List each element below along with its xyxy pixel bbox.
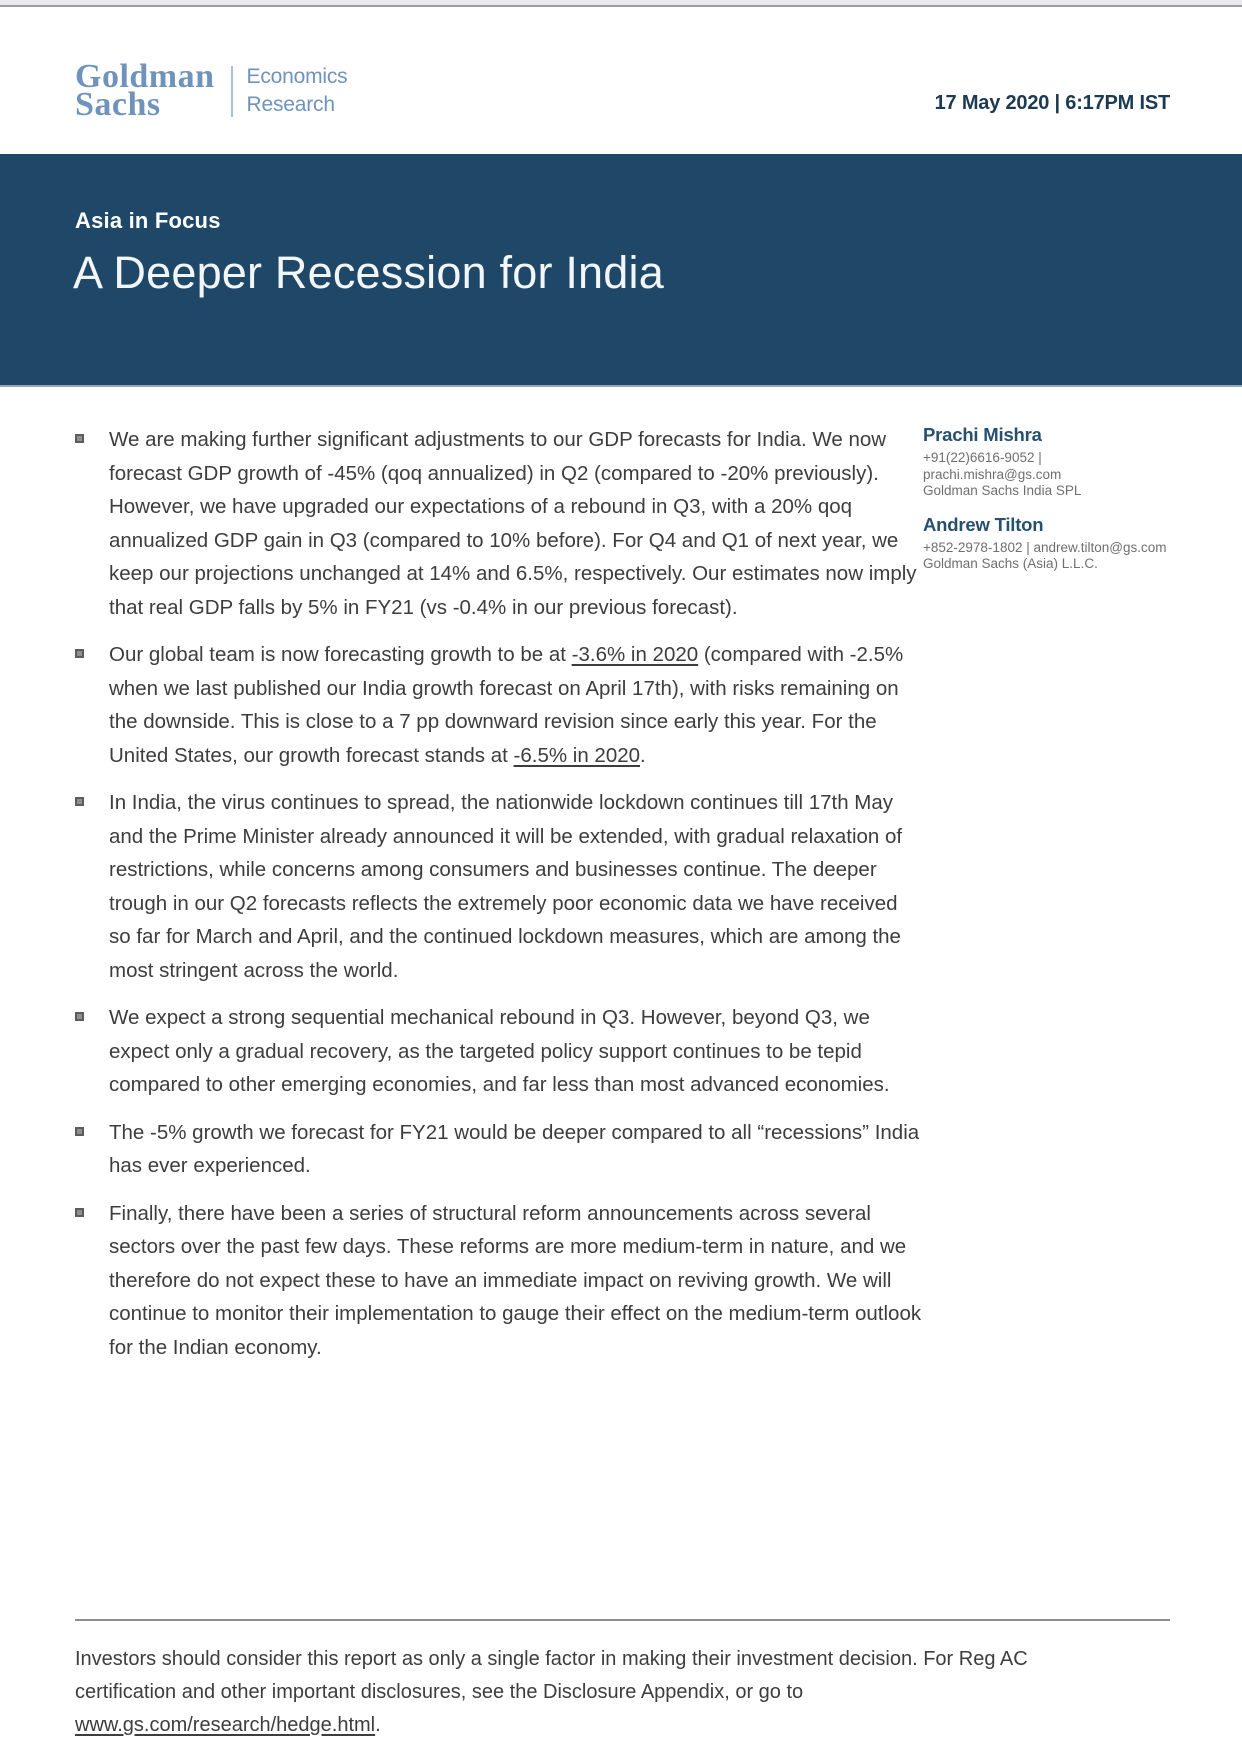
logo-wordmark — [75, 58, 215, 124]
disclosure-text — [75, 1643, 1060, 1742]
bullet-text — [109, 638, 923, 772]
bullet-text — [109, 1197, 923, 1365]
logo-line-sachs: Sachs — [75, 86, 161, 124]
author-phone: +91(22)6616-9052 | — [923, 450, 1042, 465]
author-phone-email: +852-2978-1802 | andrew.tilton@gs.com — [923, 539, 1167, 555]
bullet-text-run: We are making further significant adjustments to our GDP forecasts for India. We now forecast GDP growth of -45% (qoq annualized) in Q2 (compared to -20% previously). However, we have upgraded our expectations of a rebound in Q3, with a 20% qoq annualized GDP gain in Q3 (compared to 10% before). For Q4 and Q1 of next year, we keep our projections unchanged at 14% and 6.5%, respectively. Our estimates now imply that real GDP falls by 5% in FY21 (vs -0.4% in our previous forecast). — [109, 428, 917, 619]
summary-bullets — [75, 423, 923, 1378]
authors-sidebar — [923, 423, 1170, 1378]
bullet-text-run: Our global team is now forecasting growth to be at — [109, 643, 572, 666]
link-global-growth-2020[interactable]: -3.6% in 2020 — [571, 643, 699, 666]
author-name: Prachi Mishra — [923, 424, 1042, 445]
report-title: A Deeper Recession for India — [73, 247, 664, 298]
bullet-square-icon — [75, 649, 84, 658]
bullet-text-run: Finally, there have been a series of structural reform announcements across several sectors over the past few days. These reforms are more medium-term in nature, and we therefore do not expect these to have an immediate impact on reviving growth. We will continue to monitor their implementation to gauge their effect on the medium-term outlook for the Indian economy. — [109, 1201, 922, 1359]
bullet-text-run: We expect a strong sequential mechanical rebound in Q3. However, beyond Q3, we expect only a gradual recovery, as the targeted policy support continues to be tepid compared to other emerging economies, and far less than most advanced economies. — [109, 1006, 890, 1096]
author-email: prachi.mishra@gs.com — [923, 466, 1062, 482]
link-us-growth-2020[interactable]: -6.5% in 2020 — [513, 743, 641, 767]
bullet-text — [109, 423, 923, 624]
logo-department — [247, 63, 348, 119]
bullet-square-icon — [75, 1012, 84, 1021]
bullet-square-icon — [75, 797, 84, 806]
top-strip — [0, 0, 1242, 7]
disclosure-footer — [75, 1619, 1170, 1742]
bullet-text — [109, 786, 923, 987]
logo-divider — [231, 66, 233, 117]
bullet-item-gdp-forecast — [75, 423, 923, 624]
bullet-text-run: . — [640, 743, 646, 767]
bullet-text-run: In India, the virus continues to spread, the nationwide lockdown continues till 17th May and the Prime Minister already announced it will be extended, with gradual relaxation of restrictions, while concerns among consumers and businesses continue. The deeper trough in our Q2 forecasts reflects the extremely poor economic data we have received so far for March and April, and the continued lockdown measures, which are among the most stringent across the world. — [109, 791, 903, 982]
bullet-text-run: (compared with -2.5% when we last published our India growth forecast on April 17th), with risks remaining on the downside. This is close to a 7 pp downward revision since early this year. For the United States, our growth forecast stands at — [109, 643, 904, 767]
title-banner — [0, 154, 1242, 387]
bullet-item-global-growth — [75, 638, 923, 772]
author-prachi-mishra — [923, 424, 1170, 500]
report-datetime: 17 May 2020 | 6:17PM IST — [934, 92, 1170, 114]
footer-divider — [75, 1619, 1170, 1621]
bullet-text — [109, 1001, 923, 1102]
bullet-text-run: The -5% growth we forecast for FY21 would be deeper compared to all “recessions” India has ever experienced. — [109, 1120, 920, 1177]
disclosure-text-run: . — [375, 1714, 381, 1736]
bullet-text — [109, 1116, 923, 1183]
dept-line-economics: Economics — [246, 65, 348, 89]
report-header — [0, 7, 1242, 124]
author-name: Andrew Tilton — [923, 513, 1044, 535]
disclosure-text-run: Investors should consider this report as only a single factor in making their investment decision. For Reg AC certification and other important disclosures, see the Disclosure Appendix, or go to — [75, 1648, 1028, 1703]
goldman-sachs-logo — [75, 58, 348, 124]
content-area — [0, 423, 1242, 1378]
author-company: Goldman Sachs India SPL — [923, 483, 1082, 498]
bullet-square-icon — [75, 1127, 84, 1136]
author-andrew-tilton — [923, 514, 1170, 573]
dept-line-research: Research — [246, 93, 335, 116]
bullet-item-lockdown — [75, 786, 923, 987]
bullet-item-structural-reforms — [75, 1197, 923, 1365]
bullet-item-q3-rebound — [75, 1001, 923, 1102]
author-company: Goldman Sachs (Asia) L.L.C. — [923, 556, 1098, 571]
logo-line-goldman: Goldman — [75, 58, 215, 96]
bullet-square-icon — [75, 434, 84, 443]
link-hedge-disclosure[interactable]: www.gs.com/research/hedge.html — [75, 1714, 376, 1736]
bullet-item-fy21-recession — [75, 1116, 923, 1183]
series-kicker: Asia in Focus — [75, 208, 221, 233]
bullet-square-icon — [75, 1208, 84, 1217]
